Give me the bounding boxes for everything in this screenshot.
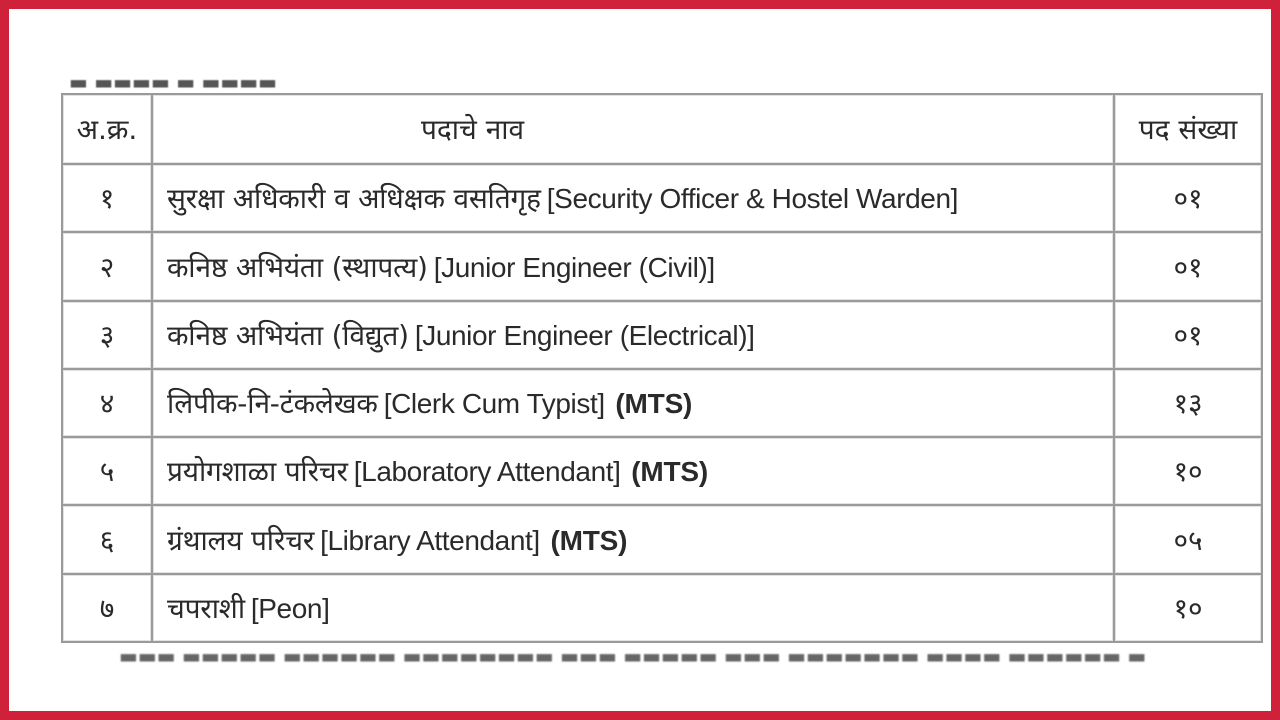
post-tag: (MTS): [550, 524, 628, 556]
table-row: [62, 369, 1262, 437]
post-tag: (MTS): [615, 388, 693, 420]
serial-number: ३: [62, 301, 152, 369]
serial-number: ५: [62, 437, 152, 505]
post-name-marathi: कनिष्ठ अभियंता (स्थापत्य): [167, 250, 428, 284]
serial-number: १: [62, 164, 152, 232]
post-name-marathi: चपराशी: [167, 591, 245, 625]
post-name: [152, 505, 1114, 573]
table-row: [62, 301, 1262, 369]
table-row: [62, 437, 1262, 505]
post-name-marathi: ग्रंथालय परिचर: [167, 523, 315, 557]
post-name-english: [Library Attendant]: [320, 524, 540, 556]
header-post-name: पदाचे नाव: [152, 94, 1114, 164]
table-row: [62, 232, 1262, 300]
post-name-marathi: लिपीक-नि-टंकलेखक: [167, 387, 378, 421]
posts-table: [61, 93, 1263, 643]
serial-number: २: [62, 232, 152, 300]
post-tag: (MTS): [631, 456, 708, 488]
post-count: ०१: [1114, 164, 1262, 232]
post-count: ०५: [1114, 505, 1262, 573]
post-count: १०: [1114, 574, 1262, 642]
post-name-english: [Junior Engineer (Civil)]: [433, 251, 715, 283]
post-name-marathi: प्रयोगशाळा परिचर: [167, 455, 348, 489]
post-name-english: [Clerk Cum Typist]: [383, 388, 605, 420]
post-name: [152, 232, 1114, 300]
post-count: ०१: [1114, 301, 1262, 369]
serial-number: ४: [62, 369, 152, 437]
post-count: १०: [1114, 437, 1262, 505]
serial-number: ७: [62, 574, 152, 642]
post-name: [152, 301, 1114, 369]
post-name-marathi: सुरक्षा अधिकारी व अधिक्षक वसतिगृह: [167, 182, 541, 216]
table-row: [62, 505, 1262, 573]
post-name-english: [Laboratory Attendant]: [353, 456, 621, 488]
post-count: १३: [1114, 369, 1262, 437]
post-name: [152, 369, 1114, 437]
table-header-row: [62, 94, 1262, 164]
header-serial-number: अ.क्र.: [62, 94, 152, 164]
header-post-count: पद संख्या: [1114, 94, 1262, 164]
serial-number: ६: [62, 505, 152, 573]
post-name-marathi: कनिष्ठ अभियंता (विद्युत): [167, 318, 409, 352]
post-name: [152, 437, 1114, 505]
post-name-english: [Peon]: [250, 592, 330, 624]
cropped-bottom-text: ▬▬▬ ▬▬▬▬▬ ▬▬▬▬▬▬ ▬▬▬▬▬▬▬▬ ▬▬▬ ▬▬▬▬▬ ▬▬▬ ▬▬▬▬▬▬▬ ▬▬▬▬ ▬▬▬▬▬▬ ▬: [119, 644, 1147, 668]
table-row: [62, 574, 1262, 642]
post-name-english: [Junior Engineer (Electrical)]: [414, 319, 755, 351]
post-name: [152, 574, 1114, 642]
post-name-english: [Security Officer & Hostel Warden]: [546, 183, 959, 215]
table-row: [62, 164, 1262, 232]
post-count: ०१: [1114, 232, 1262, 300]
cropped-top-text: ▬ ▬▬▬▬ ▬ ▬▬▬▬: [69, 70, 278, 94]
post-name: [152, 164, 1114, 232]
